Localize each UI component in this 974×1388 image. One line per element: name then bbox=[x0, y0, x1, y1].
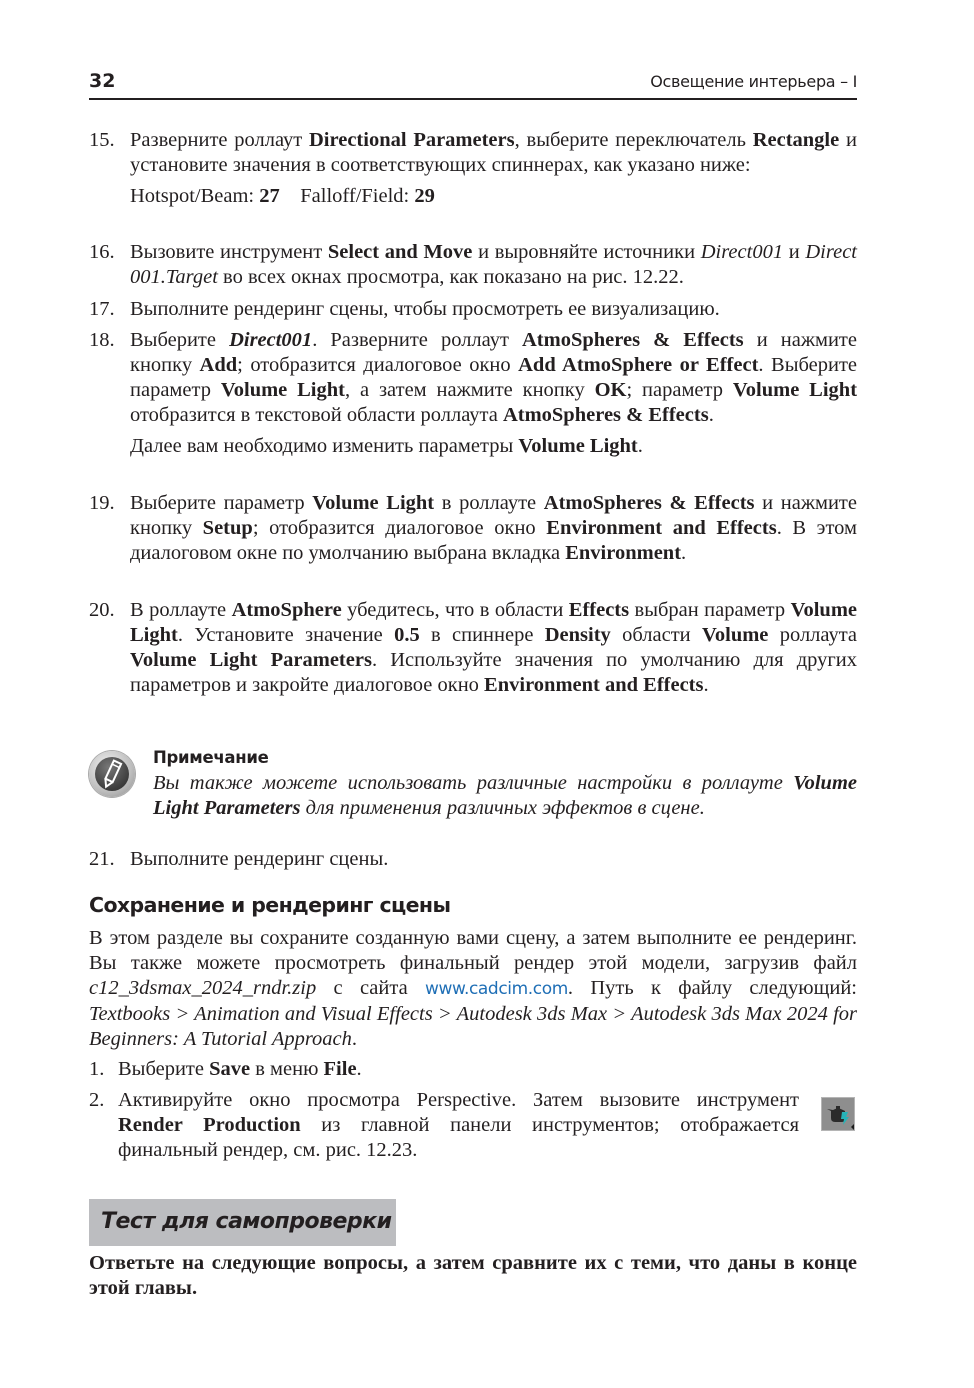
text-run: Setup bbox=[202, 517, 253, 539]
text-run: Выполните рендеринг сцены, чтобы просмотреть ее визуализацию. bbox=[130, 298, 720, 320]
text-run: 29 bbox=[414, 185, 435, 207]
text-run: Direct001 bbox=[229, 329, 313, 351]
text-run: . Используйте значения по умолчанию для других параметров и закройте диалоговое окно bbox=[130, 649, 858, 696]
text-run: Вызовите инструмент bbox=[130, 241, 328, 263]
text-run: . Разверните роллаут bbox=[312, 329, 522, 351]
step-19 bbox=[89, 491, 857, 566]
text-run: Render Production bbox=[118, 1114, 301, 1136]
step-text bbox=[130, 598, 857, 698]
quiz-heading-box bbox=[89, 1199, 396, 1246]
note-text bbox=[153, 771, 857, 821]
text-run: Directional Parameters bbox=[309, 129, 515, 151]
step-21 bbox=[89, 847, 857, 872]
text-run: Выберите bbox=[130, 329, 230, 351]
section-heading: Сохранение и рендеринг сцены bbox=[89, 893, 451, 917]
step-number: 1. bbox=[89, 1058, 105, 1080]
text-run: и установите значения в соответствующих спиннерах, как указано ниже: bbox=[130, 129, 857, 176]
text-run: отобразится в текстовой области роллаута bbox=[130, 404, 503, 426]
text-run: Effects bbox=[568, 599, 630, 621]
text-run: , а затем нажмите кнопку bbox=[345, 379, 595, 401]
text-run: Add AtmoSphere or Effect bbox=[518, 354, 759, 376]
text-run: AtmoSpheres & Effects bbox=[502, 404, 709, 426]
text-run: и bbox=[783, 241, 806, 263]
step-values bbox=[130, 184, 857, 209]
text-run: . bbox=[637, 435, 643, 457]
text-run: Volume Light Parameters bbox=[130, 649, 372, 671]
text-run: роллаута bbox=[768, 624, 858, 646]
text-run: . bbox=[703, 674, 709, 696]
text-run: и нажмите кнопку bbox=[130, 492, 857, 539]
step-number: 16. bbox=[89, 241, 115, 263]
pencil-note-icon bbox=[89, 751, 135, 797]
text-run: . В этом диалоговом окне по умолчанию выбрана вкладка bbox=[130, 517, 858, 564]
text-run: Volume Light bbox=[220, 379, 345, 401]
text-run: Rectangle bbox=[752, 129, 840, 151]
step-text bbox=[130, 240, 857, 290]
text-run: в спиннере bbox=[419, 624, 545, 646]
text-run: Direct001 bbox=[700, 241, 784, 263]
text-run: Volume Light bbox=[312, 492, 435, 514]
text-run: . bbox=[351, 1028, 358, 1050]
step-text bbox=[130, 328, 857, 428]
text-run: Активируйте окно просмотра Perspective. Затем вызовите инструмент bbox=[118, 1089, 799, 1111]
step-18 bbox=[89, 328, 857, 459]
text-run: Volume Light bbox=[130, 599, 858, 646]
save-step-1 bbox=[89, 1057, 857, 1082]
text-run: File bbox=[323, 1058, 357, 1080]
text-run: В этом разделе вы сохраните созданную вами сцену, а затем выполните ее рендеринг. Вы также можете просмотреть финальный рендер этой модели, загрузив файл bbox=[89, 927, 857, 974]
text-run: с сайта bbox=[316, 977, 426, 999]
section-intro bbox=[89, 926, 857, 1052]
step-text bbox=[118, 1088, 799, 1163]
text-run: Select and Move bbox=[327, 241, 473, 263]
quiz-intro: Ответьте на следующие вопросы, а затем сравните их с теми, что даны в конце этой главы. bbox=[89, 1252, 857, 1299]
step-17 bbox=[89, 297, 857, 322]
step-16 bbox=[89, 240, 857, 290]
text-run: Volume Light bbox=[518, 435, 638, 457]
text-run: во всех окнах просмотра, как показано на рис. 12.22. bbox=[217, 266, 684, 288]
text-run: Вы также можете использовать различные настройки в роллауте bbox=[153, 772, 794, 794]
text-run: Environment and Effects bbox=[546, 517, 777, 539]
text-run: Далее вам необходимо изменить параметры bbox=[130, 435, 519, 457]
save-step-2 bbox=[89, 1088, 799, 1163]
page-header bbox=[89, 70, 857, 100]
text-run: в меню bbox=[250, 1058, 324, 1080]
running-head: Освещение интерьера – I bbox=[650, 72, 857, 91]
text-run: В роллауте bbox=[130, 599, 232, 621]
note-title: Примечание bbox=[153, 748, 269, 767]
step-number: 15. bbox=[89, 129, 115, 151]
step-number: 20. bbox=[89, 599, 115, 621]
text-run: в роллауте bbox=[434, 492, 544, 514]
text-run: Hotspot/Beam: bbox=[130, 185, 260, 207]
text-run: . bbox=[708, 404, 714, 426]
text-run: и выровняйте источники bbox=[472, 241, 701, 263]
page-number: 32 bbox=[89, 70, 116, 92]
text-run: Save bbox=[209, 1058, 251, 1080]
text-run: AtmoSphere bbox=[231, 599, 342, 621]
text-run: Direct 001.Target bbox=[130, 241, 857, 288]
text-run: . Выберите параметр bbox=[130, 354, 857, 401]
text-run: . Путь к файлу следующий: bbox=[567, 977, 858, 999]
text-run: Выберите bbox=[118, 1058, 210, 1080]
text-run: 27 bbox=[259, 185, 280, 207]
section-paragraph bbox=[89, 927, 857, 1050]
text-run: Falloff/Field: bbox=[279, 185, 415, 207]
text-run: . bbox=[356, 1058, 362, 1080]
text-run: Выберите параметр bbox=[130, 492, 313, 514]
quiz-heading: Тест для самопроверки bbox=[101, 1209, 392, 1234]
text-run: AtmoSpheres & Effects bbox=[543, 492, 755, 514]
step-20 bbox=[89, 598, 857, 698]
text-run: , выберите переключатель bbox=[514, 129, 753, 151]
website-link[interactable]: www.cadcim.com bbox=[425, 979, 568, 999]
text-run: Разверните роллаут bbox=[130, 129, 309, 151]
text-run: Volume Light Parameters bbox=[153, 772, 857, 819]
text-run: Add bbox=[199, 354, 238, 376]
text-run: . bbox=[681, 542, 687, 564]
text-run: ; отобразится диалоговое окно bbox=[252, 517, 547, 539]
text-run: . Установите значение bbox=[177, 624, 395, 646]
text-run: области bbox=[610, 624, 702, 646]
text-run: Environment bbox=[565, 542, 682, 564]
step-number: 2. bbox=[89, 1089, 105, 1111]
text-run: OK bbox=[594, 379, 627, 401]
step-number: 17. bbox=[89, 298, 115, 320]
step-number: 21. bbox=[89, 848, 115, 870]
step-text bbox=[130, 491, 857, 566]
step-text bbox=[130, 297, 857, 322]
text-run: Volume bbox=[701, 624, 769, 646]
step-number: 18. bbox=[89, 329, 115, 351]
text-run: Environment and Effects bbox=[484, 674, 704, 696]
text-run: убедитесь, что в области bbox=[341, 599, 569, 621]
render-production-icon bbox=[821, 1097, 855, 1131]
text-run: ; параметр bbox=[626, 379, 733, 401]
text-run: выбран параметр bbox=[629, 599, 791, 621]
text-run: из главной панели инструментов; отображается финальный рендер, см. рис. 12.23. bbox=[118, 1114, 799, 1161]
text-run: Density bbox=[544, 624, 611, 646]
step-text bbox=[118, 1057, 857, 1082]
text-run: для применения различных эффектов в сцене. bbox=[300, 797, 705, 819]
step-followup bbox=[130, 434, 857, 459]
step-number: 19. bbox=[89, 492, 115, 514]
text-run: Volume Light bbox=[732, 379, 858, 401]
step-text: Выполните рендеринг сцены. bbox=[130, 848, 389, 870]
text-run: AtmoSpheres & Effects bbox=[522, 329, 744, 351]
text-run: c12_3dsmax_2024_rndr.zip bbox=[89, 977, 317, 999]
text-run: 0.5 bbox=[394, 624, 420, 646]
step-text bbox=[130, 128, 857, 178]
text-run: ; отобразится диалоговое окно bbox=[237, 354, 519, 376]
text-run: и нажмите кнопку bbox=[130, 329, 857, 376]
text-run: Textbooks > Animation and Visual Effects > Autodesk 3ds Max > Autodesk 3ds Max 2024 for Beginners: A Tutorial Approach bbox=[89, 1003, 857, 1050]
step-15 bbox=[89, 128, 857, 209]
